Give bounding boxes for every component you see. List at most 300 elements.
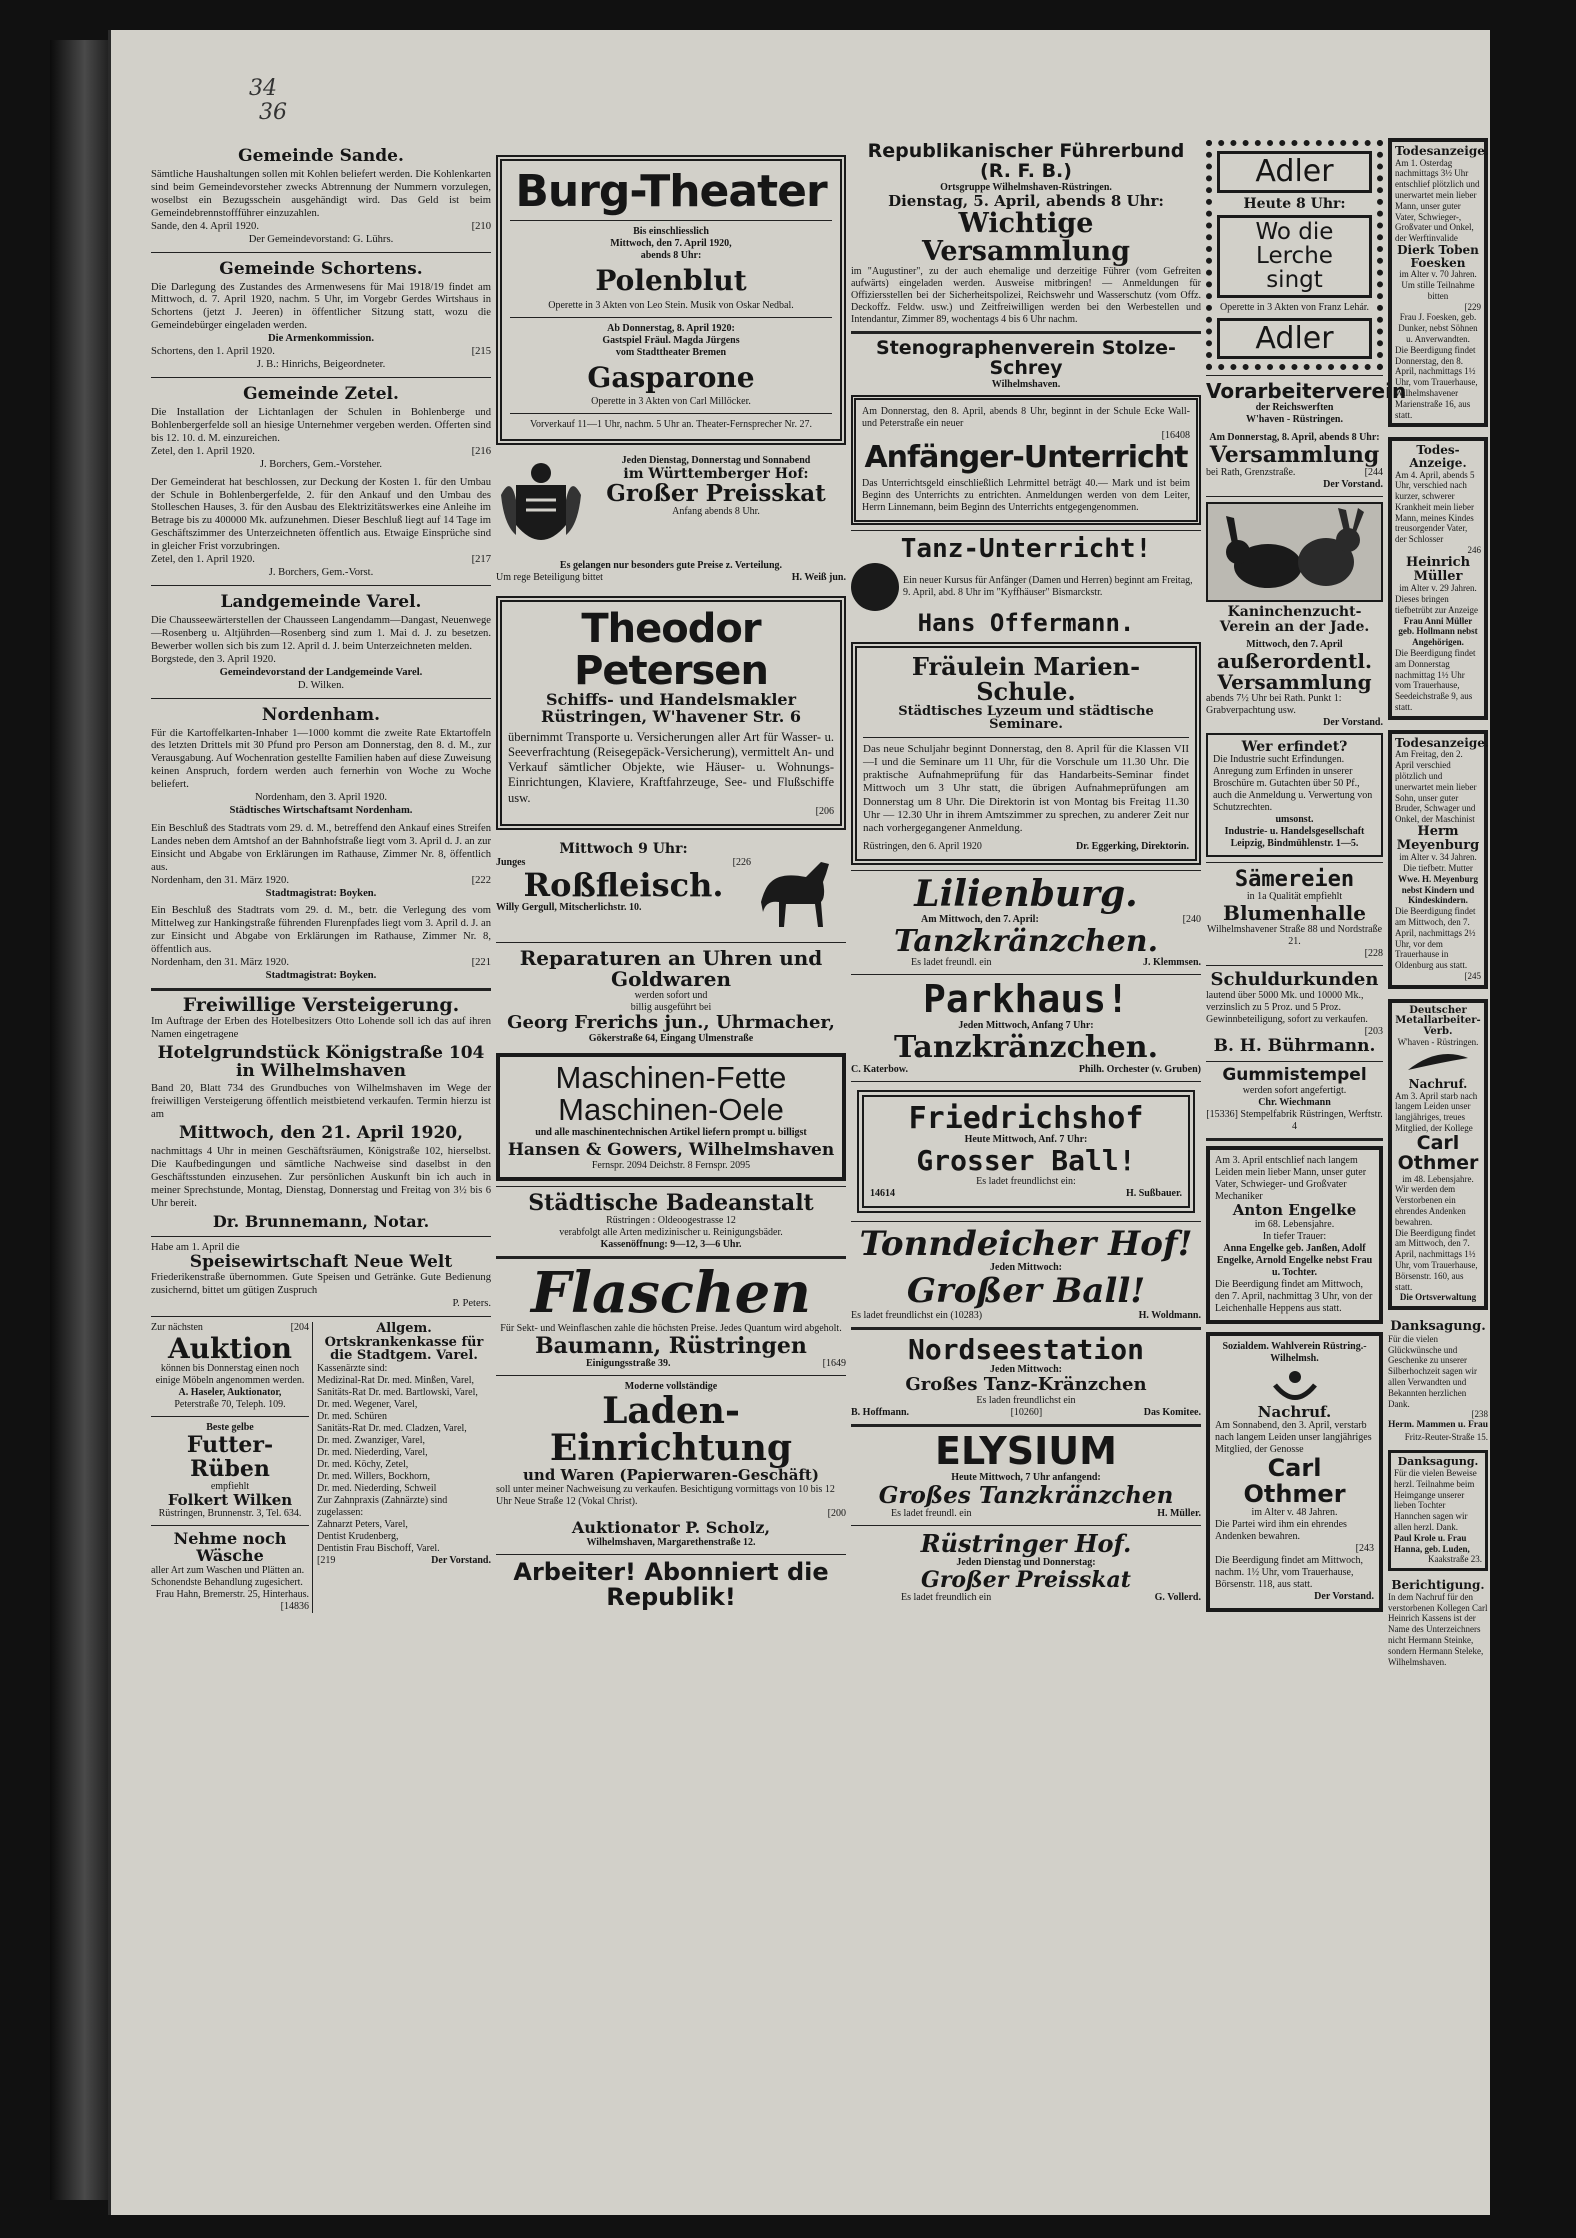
ad-line: Es ladet freundl. ein — [891, 1508, 972, 1520]
ad-address: Wilhelmshaven, Margarethenstraße 12. — [586, 1536, 756, 1548]
obituary-body: Wir werden dem Verstorbenen ein ehrendes Andenken bewahren. — [1395, 1184, 1466, 1227]
ad-line: Junges — [496, 856, 526, 868]
ad-line: vom Stadttheater Bremen — [615, 346, 727, 358]
ad-number: [228 — [1364, 948, 1383, 960]
divider — [851, 1327, 1201, 1330]
ad-body: Band 20, Blatt 734 des Grundbuches von Wilhelmshaven im Wege der freiwilligen Versteigerung öffentlich meistbietend verkaufen. Termin hierzu ist am — [151, 1083, 491, 1121]
obituary-number: 246 — [1467, 545, 1481, 556]
ad-rossfleisch — [496, 842, 846, 937]
notice-body: Ein Beschluß des Stadtrats vom 29. d. M., betr. die Verlegung des vom Mittelweg zur Hankingstraße führenden Flurenpfades liegt vom 3. April d. J. an zur Einsicht und Abgabe von Erklärungen im Rathause, Zimmer Nr. 8, öffentlich aus. — [151, 905, 491, 956]
divider — [496, 1554, 846, 1555]
ad-title: Sämereien — [1234, 867, 1355, 893]
dancers-icon — [851, 563, 899, 611]
notice-signature: Der Gemeindevorstand: G. Lührs. — [248, 233, 394, 245]
ad-headline: Großes Tanzkränzchen — [878, 1482, 1174, 1510]
ad-line: verabfolgt alle Arten medizinischer u. Reinigungsbäder. — [559, 1226, 783, 1238]
notice-body: Sämtliche Haushaltungen sollen mit Kohlen beliefert werden. Die Kohlenkarten sind beim Gemeindevorsteher zwecks Abtrennung der Nummern vorzulegen, woselbst ein Bezugsschein ausgehändigt wird. Das Geld ist beim Gemeindebrennstoffführer einzuzahlen. — [151, 169, 491, 219]
doctor-list-item: Dr. med. Schüren — [317, 1410, 387, 1422]
ad-versteigerung — [151, 996, 491, 1230]
ad-headline: Großer Ball! — [906, 1271, 1146, 1312]
ad-number: [1649 — [822, 1357, 846, 1369]
ad-line: Mittwoch 9 Uhr: — [559, 840, 688, 857]
obituary-body: Am Sonnabend, den 3. April, verstarb nach langem Leiden unser langjähriges Mitglied, der Genosse — [1215, 1420, 1372, 1456]
divider — [151, 988, 491, 991]
ad-title: Stenographenverein Stolze-Schrey — [876, 337, 1176, 380]
notice-body: Die Installation der Lichtanlagen der Schulen in Bohlenberge und Bohlenbergerfelde soll an hiesige Unternehmer vergeben werden. Offerten sind bis 12. 10. d. M. einzureichen. — [151, 406, 491, 444]
ad-signature: Hans Offermann. — [917, 608, 1135, 637]
ad-title: Tonndeicher Hof! — [859, 1223, 1193, 1264]
horse-icon — [751, 842, 846, 937]
ad-line: billig ausgeführt bei — [630, 1001, 712, 1013]
ad-phone: Fernspr. 2094 Deichstr. 8 Fernspr. 2095 — [591, 1159, 751, 1171]
ad-line: Mittwoch, den 7. April — [1246, 638, 1343, 650]
ad-line: Mittwoch, den 7. April 1920, — [610, 238, 732, 250]
ad-line: Es ladet freundlichst ein: — [976, 1175, 1076, 1187]
ad-address: [15336] Stempelfabrik Rüstringen, Werftstr. 4 — [1206, 1108, 1383, 1132]
ad-signature: Industrie- u. Handelsgesellschaft Leipzig, Bindmühlenstr. 1—5. — [1224, 826, 1365, 850]
divider — [1206, 1138, 1383, 1141]
doctor-list-item: Dr. med. Niederding, Varel, — [317, 1446, 428, 1458]
obituary-family: Anna Engelke geb. Janßen, Adolf Engelke, Arnold Engelke nebst Frau u. Tochter. — [1216, 1242, 1373, 1278]
divider — [151, 1525, 309, 1526]
notice-dateline — [151, 875, 491, 888]
corner-mark-b: 36 — [259, 100, 287, 125]
ad-line: Jeden Mittwoch: — [990, 1364, 1062, 1376]
ad-line: Gastspiel Fräul. Magda Jürgens — [602, 334, 740, 346]
ad-body: lautend über 5000 Mk. und 10000 Mk., verzinslich zu 5 Proz. und 5 Proz. Gewinnbeteiligung, sofort zu verkaufen. — [1206, 990, 1368, 1026]
obituary-family: Frau Anni Müller geb. Hollmann nebst Angehörigen. — [1398, 615, 1478, 648]
newspaper-page — [108, 30, 1490, 2215]
divider — [496, 1375, 846, 1376]
ad-title: Kaninchenzucht-Verein an der Jade. — [1219, 604, 1370, 635]
ad-body: Die Industrie sucht Erfindungen. Anregung zum Erfinden in unserer Broschüre m. Gutachten über 50 Pf., auch die Anmeldung u. Verwertung von Schutzrechten. — [1213, 754, 1373, 814]
ad-line: Jeden Dienstag, Donnerstag und Sonnabend — [621, 454, 811, 466]
ad-body: Ein neuer Kursus für Anfänger (Damen und Herren) beginnt am Freitag, 9. April, abd. 8 Uhr im "Kyffhäuser" Bismarckstr. — [903, 574, 1193, 598]
ad-line: umsonst. — [1275, 814, 1314, 826]
obituary-org: Sozialdem. Wahlverein Rüstring.-Wilhelmsh. — [1222, 1340, 1367, 1364]
obituary-meyenburg — [1388, 730, 1488, 989]
ad-line: Rüstringen : Oldeoogestrasse 12 — [606, 1214, 736, 1226]
obituary-title: Todes-Anzeige. — [1409, 443, 1467, 470]
ad-elysium — [851, 1429, 1201, 1520]
obituary-signature: Die Ortsverwaltung — [1399, 1292, 1477, 1303]
obituary-number: [245 — [1464, 970, 1481, 981]
ad-line: in 1a Qualität empfiehlt — [1246, 891, 1343, 903]
ad-signature: Willy Gergull, Mitscherlichstr. 10. — [496, 902, 642, 914]
ad-line: Ortsgruppe Wilhelmshaven-Rüstringen. — [940, 181, 1112, 193]
divider — [510, 220, 832, 221]
notice-sande — [151, 146, 491, 247]
ad-footer — [851, 957, 1201, 969]
divider — [851, 1081, 1201, 1082]
obituary-family: Wwe. H. Meyenburg nebst Kindern und Kindeskindern. — [1398, 873, 1478, 906]
ad-title: Theodor Petersen — [574, 605, 768, 694]
notice-signature: Städtisches Wirtschaftsamt Nordenham. — [229, 805, 413, 817]
ad-title: Burg-Theater — [515, 166, 827, 217]
corner-mark-a: 34 — [249, 76, 277, 101]
obituary-body: Am 3. April entschlief nach langem Leiden mein lieber Mann, unser guter Vater, Schwieger- und Großvater Mechaniker — [1215, 1154, 1367, 1202]
obituary-wahlverein — [1206, 1332, 1383, 1612]
ad-name: Baumann, Rüstringen — [535, 1332, 807, 1359]
play-title: Gasparone — [587, 360, 755, 394]
ad-footer — [496, 572, 846, 584]
feather-icon — [1395, 1048, 1481, 1078]
ad-title: Parkhaus! — [923, 977, 1129, 1022]
notice-signature: Gemeindevorstand der Landgemeinde Varel. — [219, 666, 423, 678]
ad-body: empfiehlt — [210, 1480, 250, 1492]
notice-berichtigung — [1388, 1579, 1488, 1667]
ad-line: Es ladet freundlichst ein (10283) — [851, 1310, 983, 1322]
doctor-list — [317, 1363, 491, 1555]
obituary-body: Am 1. Osterdag nachmittags 3½ Uhr entschlief plötzlich und unerwartet mein lieber Mann, unser guter Vater, Schwieger-, Großvater und Onkel, der Werftinvalide — [1395, 157, 1480, 244]
ad-title: Lilienburg. — [914, 873, 1138, 916]
ad-title: ELYSIUM — [935, 1429, 1117, 1474]
adler-box-bottom — [1217, 318, 1372, 360]
obituary-title: Nachruf. — [1257, 1402, 1332, 1421]
ad-title: Vorarbeiterverein — [1206, 379, 1407, 404]
ad-title: Maschinen-Fette — [555, 1059, 787, 1095]
doctor-list-item: Zahnarzt Peters, Varel, — [317, 1518, 408, 1530]
ad-title: Reparaturen an Uhren und Goldwaren — [519, 945, 823, 991]
ad-number: 14614 — [870, 1187, 895, 1199]
notice-body: Der Gemeinderat hat beschlossen, zur Deckung der Kosten 1. für den Umbau der Schule in Bohlenbergerfelde, 2. für den Ankauf und den Umbau des Stolleschen Hauses, 3. für den Ausbau des Elektrizitätswerkes eine Anleihe im Betrage bis zu 400000 Mk. aufzunehmen. Dieser Beschluß liegt auf 14 Tage im Geschäftszimmer des Unterzeichneten öffentlich aus. Etwaige Einsprüche sind in gleicher Frist vorzubringen. — [151, 476, 491, 553]
ad-wuerttemberger-hof — [496, 455, 846, 560]
divider — [151, 1416, 309, 1417]
ad-text — [586, 455, 846, 560]
ad-footer — [870, 1188, 1182, 1200]
ad-address: Rüstringen, Brunnenstr. 3, Tel. 634. — [158, 1508, 302, 1520]
divider — [151, 1236, 491, 1237]
divider — [863, 737, 1189, 738]
notice-body: In dem Nachruf für den verstorbenen Kollegen Carl Heinrich Kassens ist der Name des Unterzeichners nicht Hermann Steinke, sondern Hermann Steleke, Wilhelmshaven. — [1388, 1591, 1488, 1667]
ad-signature: Frau Hahn, Bremerstr. 25, Hinterhaus. [14836 — [155, 1588, 309, 1612]
ad-signature: G. Vollerd. — [1154, 1591, 1201, 1603]
ad-marienschule — [851, 642, 1201, 865]
ad-lilienburg — [851, 873, 1201, 969]
ad-tanzunterricht — [851, 533, 1201, 637]
notice-signature: Stadtmagistrat: Boyken. — [265, 970, 377, 982]
ad-signature: B. H. Bührmann. — [1213, 1036, 1376, 1057]
ad-krankenkasse — [317, 1322, 491, 1613]
play-title: Lerche — [1256, 243, 1333, 270]
notice-body: Die Chausseewärterstellen der Chausseen Langendamm—Dangast, Neuenwege—Rosenberg u. Altjührden—Rosenberg sind zum 1. Mai d. J. zu besetzen. Bewerber wollen sich bis zum 12. April d. J. beim Unterzeichneten melden. — [151, 614, 491, 652]
ad-headline: Großer Preisskat — [921, 1566, 1131, 1593]
ad-title: Flaschen — [531, 1259, 811, 1326]
doctor-list-item: Sanitäts-Rat Dr. med. Cladzen, Varel, — [317, 1422, 467, 1434]
ad-address: Peterstraße 70, Teleph. 109. — [174, 1399, 286, 1411]
notice-title: Berichtigung. — [1391, 1578, 1485, 1593]
ad-intro: Habe am 1. April die — [151, 1241, 240, 1253]
ad-title: Republikanischer Führerbund (R. F. B.) — [867, 140, 1185, 182]
ad-line: C. Katerbow. — [851, 1063, 908, 1075]
notice-date: Zetel, den 1. April 1920. — [151, 554, 255, 566]
ad-line: Heute Mittwoch, Anf. 7 Uhr: — [964, 1134, 1088, 1146]
rabbits-icon — [1206, 502, 1383, 602]
divider — [851, 1525, 1201, 1526]
book-binding-edge — [50, 40, 108, 2200]
ad-theodor-petersen — [496, 596, 846, 830]
divider — [510, 413, 832, 414]
obituary-burial: Die Beerdigung findet am Donnerstag nachmittag 1½ Uhr vom Trauerhause, Seedeichstraße 9, aus statt. — [1395, 647, 1476, 712]
notice-address: Kaakstraße 23. — [1428, 1554, 1482, 1565]
ad-number: [200 — [827, 1507, 846, 1519]
ad-line: Es gelangen nur besonders gute Preise z. Verteilung. — [559, 559, 783, 571]
doctor-list-item: Dentist Krudenberg, — [317, 1530, 399, 1542]
obituary-age: im 68. Lebensjahre. — [1254, 1218, 1335, 1230]
ad-adler — [1206, 140, 1383, 370]
doctor-list-item: Dr. med. Köchy, Zetel, — [317, 1458, 409, 1470]
notice-signature: Die Armenkommission. — [268, 333, 374, 345]
ad-headline: Blumenhalle — [1223, 901, 1366, 926]
ad-number: [219 — [317, 1554, 336, 1566]
divider — [151, 1316, 491, 1317]
notice-title: Landgemeinde Varel. — [220, 591, 422, 612]
obituary-metallarbeiter — [1388, 999, 1488, 1311]
divider — [151, 698, 491, 699]
ad-subtitle: Wilhelmshaven. — [991, 379, 1061, 391]
notice-address: Fritz-Reuter-Straße 15. — [1404, 1431, 1488, 1442]
notice-dateline — [151, 221, 491, 234]
ad-line: Philh. Orchester (v. Gruben) — [1078, 1063, 1201, 1075]
ad-erfinder — [1206, 733, 1383, 858]
obituary-name: Herm Meyenburg — [1396, 823, 1480, 853]
play-title: singt — [1266, 267, 1323, 294]
ad-address: Einigungsstraße 39. — [586, 1357, 671, 1369]
ad-signature: Auktionator P. Scholz, — [571, 1517, 771, 1537]
ad-body: können bis Donnerstag einen noch einige Möbeln angenommen werden. — [155, 1363, 305, 1387]
ad-footer — [863, 841, 1189, 853]
obituary-body: Am 4. April, abends 5 Uhr, verschied nach kurzer, schwerer Krankheit mein lieber Mann, meines Kindes treusorgender Vater, der Schlosser — [1395, 469, 1475, 545]
ad-number: [206 — [815, 805, 834, 817]
divider — [1206, 965, 1383, 966]
ad-line: werden sofort und — [634, 989, 708, 1001]
ad-body: nachmittags 4 Uhr in meinen Geschäftsräumen, Königstraße 102, hierselbst. Die Kaufbedingungen und sämtliche Nachweise sind daselbst in den Geschäftsstunden einzusehen. Zur persönlichen Auskunft bin ich auch in meiner Sprechstunde, Montag, Dienstag, Donnerstag und Freitag von 3½ bis 6 Uhr bereit. — [151, 1146, 491, 1209]
ad-number: [16408 — [1161, 430, 1190, 442]
obituary-foesken — [1388, 138, 1488, 427]
ad-title: Speisewirtschaft Neue Welt — [189, 1252, 453, 1273]
notice-title: Gemeinde Zetel. — [243, 383, 399, 404]
ad-signature: A. Haseler, Auktionator, — [178, 1387, 282, 1399]
notice-body: Ein Beschluß des Stadtrats vom 29. d. M., betreffend den Ankauf eines Streifen Landes neben dem Amtshof an der Bahnhofstraße liegt vom 3. April d. J. an zur Einsicht und Abgabe von Erklärungen im Rathause, Zimmer Nr. 8, öffentlich aus. — [151, 822, 491, 873]
notice-dateline — [151, 554, 491, 567]
ad-signature: H. Sußbauer. — [1125, 1187, 1182, 1199]
ad-line: Um rege Beteiligung bittet — [496, 571, 603, 583]
ad-speisewirtschaft — [151, 1242, 491, 1312]
ad-flaschen — [496, 1259, 846, 1370]
obituary-line: Um stille Teilnahme bitten — [1401, 279, 1475, 301]
ad-address: Gökerstraße 64, Eingang Ulmenstraße — [588, 1032, 754, 1044]
ad-title: Rüstringer Hof. — [920, 1529, 1132, 1559]
obituary-name: Dierk Toben Foesken — [1397, 242, 1479, 270]
ad-name: Hansen & Gowers, Wilhelmshaven — [507, 1139, 835, 1160]
ad-body: im "Augustiner", zu der auch ehemalige und derzeitige Führer (vom Gefreiten aufwärts) eingeladen werden. Ausweise mitbringen! — Anmeldungen für Offiziersstellen bei der Sicherheitspolizei, Reichswehr und Wasserschutz (vom Offz. Deckoffz. Feldw. usw.) und Zeitfreiwilligen werden bei den Werbestellen und Intendantur, Zimmer 89, wochentags 4 bis 6 Uhr nachm. — [851, 266, 1201, 326]
play-subtitle: Operette in 3 Akten von Carl Millöcker. — [591, 395, 751, 407]
column-1 — [151, 140, 491, 2170]
divider — [151, 377, 491, 378]
ad-headline: außerordentl. — [1217, 648, 1372, 673]
ad-title: Städtische Badeanstalt — [528, 1189, 814, 1216]
ad-headline: Tanzkränzchen. — [893, 923, 1159, 959]
ad-rfb — [851, 142, 1201, 326]
ad-title: Wer erfindet? — [1241, 738, 1348, 755]
divider — [851, 530, 1201, 531]
ad-body: Am Donnerstag, den 8. April, abends 8 Uhr, beginnt in der Schule Ecke Wall- und Peterstraße ein neuer — [862, 406, 1190, 430]
notice-date: Borgstede, den 3. April 1920. — [151, 653, 276, 665]
ad-line: B. Hoffmann. — [851, 1407, 910, 1419]
ad-title: Gummistempel — [1222, 1065, 1367, 1086]
ad-footer — [851, 1592, 1201, 1604]
obituary-body: Am 3. April starb nach langem Leiden unser langjähriges, treues Mitglied, der Kollege — [1395, 1090, 1478, 1134]
play-title: Polenblut — [595, 264, 747, 298]
ad-line: Dienstag, 5. April, abends 8 Uhr: — [888, 191, 1164, 210]
ad-subtitle: Schiffs- und Handelsmakler — [545, 689, 797, 709]
obituary-age: im Alter v. 34 Jahren. — [1399, 852, 1477, 863]
ad-saemereien — [1206, 868, 1383, 960]
ad-number: [10260] — [1010, 1407, 1043, 1419]
ad-row — [851, 563, 1201, 611]
notice-number: [222 — [471, 874, 491, 886]
ad-footer — [851, 1310, 1201, 1322]
ad-schuldurkunden — [1206, 971, 1383, 1056]
ad-signature: J. Klemmsen. — [1142, 957, 1201, 969]
obituary-burial: Die Beerdigung findet Donnerstag, den 8. April, nachmittags 1½ Uhr, vom Trauerhause, Wilhelmshavener Marienstraße 16, aus statt. — [1395, 344, 1478, 420]
ad-signature: Folkert Wilken — [167, 1490, 293, 1509]
column-5 — [1388, 138, 1488, 2178]
ad-headline: Tanzkränzchen. — [893, 1030, 1159, 1066]
notice-number: [217 — [471, 554, 491, 566]
ad-line: der Reichswerften — [1255, 402, 1334, 414]
column-3 — [851, 142, 1201, 2172]
ad-signature: H. Weiß jun. — [791, 571, 846, 583]
wreath-icon — [1215, 1365, 1374, 1405]
ad-laden — [496, 1381, 846, 1549]
ad-title: Allgem. Ortskrankenkasse für die Stadtgem. Varel. — [324, 1321, 484, 1364]
ad-body: übernimmt Transporte u. Versicherungen aller Art für Wasser- u. Seeverfrachtung (Reisegepäck-Versicherung), vermittelt An- und Verkauf sämtlicher Objekte, wie Häuser- u. Wohnungs-Einrichtungen, Klaviere, Kraftfahrzeuge, See- und Flußschiffe usw. — [508, 729, 834, 805]
ad-body: soll unter meiner Nachweisung zu verkaufen. Besichtigung vormittags von 10 bis 12 Uhr Neue Straße 12 (Vokal Christ). — [496, 1483, 835, 1507]
ad-signature: Der Vorstand. — [431, 1554, 491, 1566]
ad-title: Fräulein Marien-Schule. — [911, 652, 1141, 707]
obituary-burial: Die Beerdigung findet am Mittwoch, den 7. April, nachmittags 1½ Uhr, vom Trauerhause, Börsenstr. 160, aus statt. — [1395, 1227, 1478, 1292]
notice-danksagung-2 — [1388, 1450, 1488, 1571]
doctor-list-item: Zur Zahnpraxis (Zahnärzte) sind zugelassen: — [317, 1494, 448, 1518]
divider — [1206, 1061, 1383, 1062]
steno-box — [851, 395, 1201, 525]
notice-title: Gemeinde Sande. — [238, 146, 404, 166]
ad-headline: Grosser Ball! — [916, 1144, 1136, 1178]
notice-number: [221 — [471, 957, 491, 969]
ad-body: Für Sekt- und Weinflaschen zahle die höchsten Preise. Jedes Quantum wird abgeholt. — [500, 1322, 842, 1334]
ad-body: abends 7½ Uhr bei Rath. Punkt 1: Grabverpachtung usw. — [1206, 692, 1342, 716]
obituary-age: im Alter v. 29 Jahren. — [1399, 583, 1477, 594]
ad-date: Mittwoch, den 21. April 1920, — [178, 1123, 464, 1144]
ad-number: [240 — [1182, 913, 1201, 925]
obituary-age: im 48. Lebensjahre. — [1402, 1173, 1474, 1184]
doctor-list-item: Kassenärzte sind: — [317, 1362, 388, 1374]
ad-title: Tanz-Unterricht! — [900, 533, 1152, 564]
ad-line: Heute 8 Uhr: — [1243, 195, 1346, 212]
ad-kaninchen — [1206, 502, 1383, 728]
divider — [1206, 496, 1383, 497]
notice-date: Schortens, den 1. April 1920. — [151, 346, 275, 358]
ad-title: Maschinen-Oele — [558, 1092, 784, 1128]
ad-title: Laden-Einrichtung — [549, 1389, 793, 1470]
ads-bottom-row — [151, 1322, 491, 1613]
ad-line: Kassenöffnung: 9—12, 3—6 Uhr. — [600, 1238, 742, 1250]
notice-body: Für die Kartoffelkarten-Inhaber 1—1000 kommt die zweite Rate Ektartoffeln des letzten Drittels mit 30 Pfund pro Person am Donnerstag, den 8. d. M., zur Verausgabung. Auf Wochenration gestellte Familien haben auf diese Zuweisung keinen Anspruch, fordern werden auch fernerhin von Woche zu Woche beliefert. — [151, 727, 491, 791]
obituary-number: [243 — [1355, 1542, 1374, 1554]
notice-body: Die Darlegung des Zustandes des Armenwesens für Mai 1918/19 findet am Mittwoch, d. 7. April 1920, nachm. 5 Uhr, im Vorgebr Gerdes Wirtshaus in Schortens (jetzt J. Jeeren) in öffentlicher Sitzung statt, wozu die Gemeindebürger eingeladen werden. — [151, 281, 491, 332]
doctor-list-item: Sanitäts-Rat Dr. med. Bartlowski, Varel, — [317, 1386, 478, 1398]
ad-gummistempel — [1206, 1067, 1383, 1133]
notice-nordenham — [151, 705, 491, 984]
ad-intro: Zur nächsten — [151, 1322, 203, 1334]
obituary-engelke — [1206, 1146, 1383, 1324]
obituary-age: im Alter v. 48 Jahren. — [1251, 1506, 1338, 1518]
ad-line: Moderne vollständige — [624, 1380, 718, 1392]
ad-line: Ab Donnerstag, 8. April 1920: — [607, 322, 735, 334]
ad-text — [496, 842, 751, 937]
ad-line: abends 8 Uhr: — [640, 250, 702, 262]
obituary-signature: Der Vorstand. — [1314, 1590, 1374, 1602]
obituary-burial: Die Beerdigung findet am Mittwoch, den 7. April, nachmittag 3 Uhr, von der Leichenhalle Heppens aus statt. — [1215, 1278, 1373, 1314]
ad-line: Jeden Mittwoch, Anfang 7 Uhr: — [958, 1020, 1094, 1032]
ad-title: Schuldurkunden — [1210, 969, 1379, 991]
ad-intro: Beste gelbe — [206, 1422, 254, 1434]
divider — [851, 331, 1201, 334]
notice-signature: Paul Krole u. Frau Hanna, geb. Luden, — [1394, 1532, 1470, 1554]
ads-bottom-left — [151, 1322, 313, 1613]
ad-headline: Versammlung — [1217, 669, 1372, 694]
notice-dateline — [151, 446, 491, 459]
notice-date: Nordenham, den 31. März 1920. — [151, 957, 289, 969]
divider — [496, 1186, 846, 1187]
ad-vorarbeiterverein — [1206, 379, 1407, 491]
ad-stenographenverein — [851, 339, 1201, 524]
obituary-title: Todesanzeige. — [1395, 735, 1490, 750]
ad-title: Freiwillige Versteigerung. — [182, 994, 460, 1017]
divider — [151, 252, 491, 253]
ad-footer — [317, 1555, 491, 1567]
divider — [851, 870, 1201, 871]
ad-headline: Hotelgrundstück Königstraße 104 in Wilhelmshaven — [157, 1042, 485, 1081]
obituary-family: Frau J. Foesken, geb. Dunker, nebst Söhnen u. Anverwandten. — [1398, 312, 1478, 344]
ad-title: Auktion — [167, 1332, 293, 1366]
ad-arbeiter: Arbeiter! Abonniert die Republik! — [513, 1557, 829, 1611]
ad-line: Jeden Mittwoch: — [990, 1262, 1062, 1274]
ad-signature: Dr. Eggerking, Direktorin. — [1075, 841, 1189, 853]
play-subtitle: Operette in 3 Akten von Franz Lehár. — [1219, 301, 1370, 313]
doctor-list-item: Medizinal-Rat Dr. med. Minßen, Varel, — [317, 1374, 475, 1386]
doctor-list-item: Dr. med. Niederding, Schweil — [317, 1482, 437, 1494]
notice-signature: D. Wilken. — [297, 679, 345, 691]
notice-dateline — [151, 346, 491, 359]
ad-headline: Anfänger-Unterricht — [864, 440, 1188, 476]
notice-date: Sande, den 4. April 1920. — [151, 220, 259, 232]
column-4 — [1206, 140, 1407, 2170]
ad-signature: P. Peters. — [452, 1298, 491, 1310]
notice-number: [216 — [471, 445, 491, 457]
obituary-org: Deutscher Metallarbeiter-Verb. — [1395, 1004, 1481, 1037]
ad-badeanstalt — [496, 1189, 846, 1251]
play-title: Wo die — [1255, 219, 1334, 246]
adler-play-box — [1217, 215, 1372, 297]
ad-address: Rüstringen, W'havener Str. 6 — [541, 706, 801, 726]
ad-line: Bis einschliesslich — [633, 226, 709, 238]
notice-date: Zetel, den 1. April 1920. — [151, 445, 255, 457]
ad-number: [204 — [290, 1322, 309, 1334]
ad-footer — [851, 1064, 1201, 1076]
ad-signature: Das Komitee. — [1143, 1407, 1201, 1419]
